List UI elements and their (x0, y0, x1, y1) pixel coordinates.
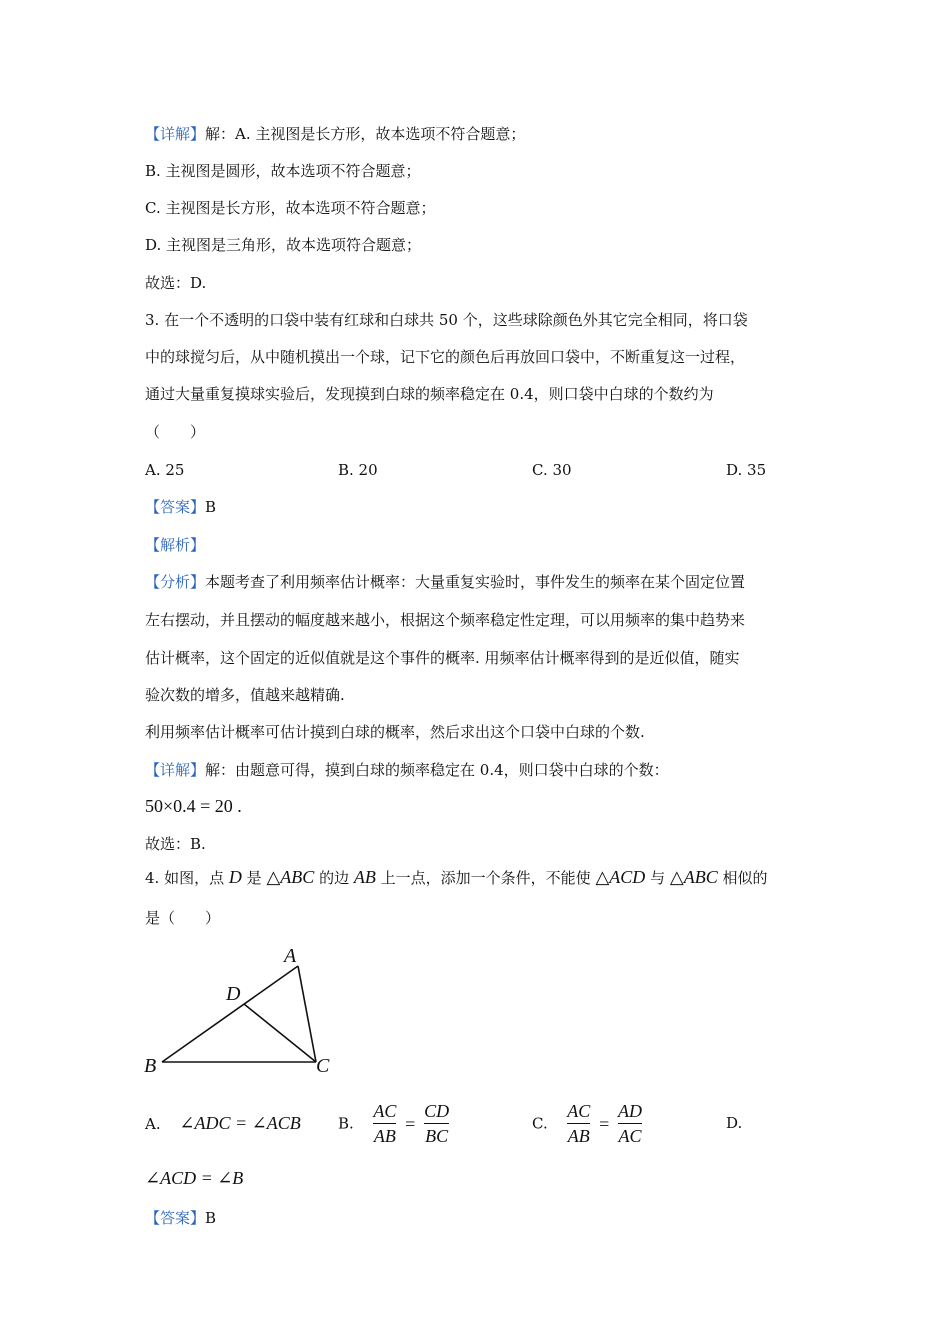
fenxi-tag: 【分析】 (145, 573, 206, 591)
answer-tag-q4: 【答案】 (145, 1209, 206, 1227)
q4-side-ab: AB (353, 867, 376, 887)
side-ba (162, 966, 298, 1062)
q4-option-d-label: D. (726, 1114, 743, 1132)
frac-denominator: AB (567, 1126, 590, 1146)
q3-stem-line-3: 通过大量重复摸球实验后，发现摸到白球的频率稳定在 0.4，则口袋中白球的个数约为 (145, 385, 714, 403)
q3-option-d: D. 35 (726, 461, 767, 479)
q4-triangle-abc-2: △ABC (669, 867, 718, 887)
frac-numerator: CD (424, 1101, 450, 1121)
q4-text-4: 上一点，添加一个条件，不能使 (380, 869, 591, 887)
q3-stem-line-2: 中的球搅匀后，从中随机摸出一个球，记下它的颜色后再放回口袋中，不断重复这一过程， (145, 348, 746, 366)
detail-tag: 【详解】 (145, 125, 206, 143)
q3-detail-line (145, 760, 669, 780)
frac-denominator: AB (373, 1126, 396, 1146)
q4-text-3: 的边 (319, 869, 350, 887)
q4-text-6: 相似的 (722, 869, 768, 887)
frac-bar (618, 1123, 642, 1124)
frac-bar (373, 1123, 396, 1124)
q3-stem-line-1: 3. 在一个不透明的口袋中装有红球和白球共 50 个，这些球除颜色外其它完全相同，将口袋 (145, 311, 748, 329)
q4-option-a (145, 1113, 301, 1134)
q3-fenxi-line-2: 左右摆动，并且摆动的幅度越来越小，根据这个频率稳定性定理，可以用频率的集中趋势来 (145, 611, 746, 629)
q4-option-c-frac-1 (567, 1100, 590, 1147)
label-a: A (284, 945, 297, 967)
q4-option-d-formula: ∠ACD = ∠B (145, 1168, 244, 1188)
q4-point-d: D (228, 867, 242, 887)
frac-bar (424, 1123, 449, 1124)
detail-line-c: C. 主视图是长方形，故本选项不符合题意； (145, 199, 436, 217)
q3-analysis-tag (145, 535, 205, 555)
q4-text-2: 是 (246, 869, 262, 887)
detail-text: 解：A. 主视图是长方形，故本选项不符合题意； (205, 125, 526, 143)
analysis-tag: 【解析】 (145, 536, 206, 554)
answer-tag: 【答案】 (145, 498, 206, 516)
q3-formula: 50×0.4 = 20 . (145, 796, 242, 816)
answer-value: B (205, 498, 217, 516)
equals-sign: = (405, 1113, 416, 1134)
q4-stem-line-1 (145, 867, 768, 888)
q3-answer (145, 497, 216, 517)
label-d: D (226, 983, 241, 1005)
frac-denominator: AC (618, 1126, 642, 1146)
equals-sign: = (599, 1113, 610, 1134)
side-ac (298, 966, 316, 1062)
detail-line-d: D. 主视图是三角形，故本选项符合题意； (145, 236, 422, 254)
q3-option-a: A. 25 (145, 461, 185, 479)
q4-option-b-label: B. (338, 1114, 354, 1133)
q4-option-c-frac-2 (618, 1100, 642, 1147)
conclusion-q2: 故选：D. (145, 274, 207, 292)
segment-dc (244, 1004, 316, 1062)
q4-option-c-label: C. (532, 1114, 548, 1133)
q3-option-c: C. 30 (532, 461, 572, 479)
frac-numerator: AC (567, 1101, 591, 1121)
detail-tag-q3: 【详解】 (145, 761, 206, 779)
q4-option-a-label: A. (145, 1115, 161, 1133)
q4-option-a-formula: ∠ADC = ∠ACB (179, 1113, 301, 1133)
q4-option-b-frac-2 (424, 1100, 449, 1147)
q3-fenxi-line-5: 利用频率估计概率可估计摸到白球的概率，然后求出这个口袋中白球的个数. (145, 723, 645, 741)
q4-text-5: 与 (650, 869, 666, 887)
q4-option-c (532, 1100, 642, 1147)
q3-conclusion: 故选：B. (145, 835, 206, 853)
q4-option-b (338, 1100, 449, 1147)
frac-numerator: AD (618, 1101, 643, 1121)
label-b: B (144, 1055, 157, 1077)
frac-numerator: AC (373, 1101, 397, 1121)
q3-fenxi-line-4: 验次数的增多，值越来越精确. (145, 686, 345, 704)
q4-triangle-abc: △ABC (266, 867, 315, 887)
detail-line-a (145, 124, 525, 144)
frac-denominator: BC (425, 1126, 449, 1146)
detail-text-q3: 解：由题意可得，摸到白球的频率稳定在 0.4，则口袋中白球的个数： (205, 761, 669, 779)
q3-fenxi-line-1 (145, 572, 745, 592)
q4-stem-line-2: 是（ ） (145, 909, 221, 927)
label-c: C (316, 1055, 330, 1077)
q4-triangle-acd: △ACD (595, 867, 646, 887)
q3-fenxi-line-3: 估计概率，这个固定的近似值就是这个事件的概率. 用频率估计概率得到的是近似值，随实 (145, 649, 740, 667)
frac-bar (567, 1123, 590, 1124)
triangle-figure (140, 940, 360, 1080)
q4-text-1: 4. 如图，点 (145, 869, 225, 887)
q3-stem-line-4: （ ） (145, 423, 206, 441)
fenxi-text-1: 本题考查了利用频率估计概率：大量重复实验时，事件发生的频率在某个固定位置 (205, 573, 746, 591)
detail-line-b: B. 主视图是圆形，故本选项不符合题意； (145, 162, 421, 180)
answer-value-q4: B (205, 1209, 217, 1227)
q3-option-b: B. 20 (338, 461, 378, 479)
q4-answer (145, 1208, 216, 1228)
q4-option-b-frac-1 (373, 1100, 396, 1147)
